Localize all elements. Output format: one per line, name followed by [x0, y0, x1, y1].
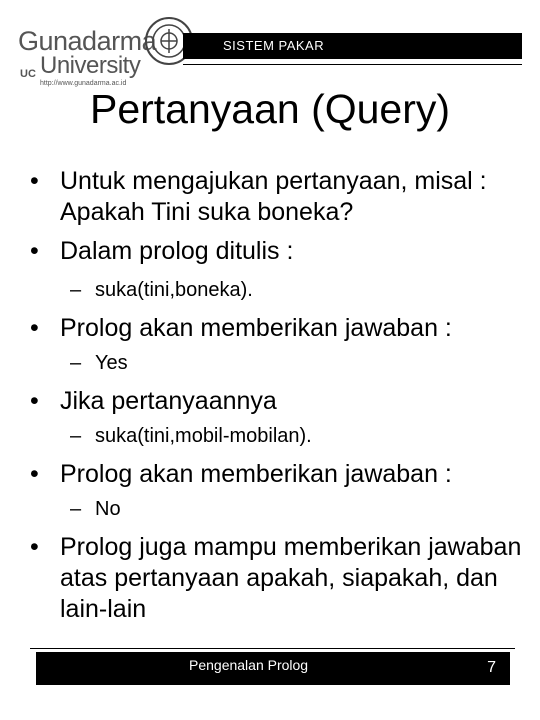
logo-wordmark-university: University [40, 52, 141, 79]
header-title: SISTEM PAKAR [223, 38, 325, 53]
logo-wordmark-gunadarma: Gunadarma [18, 26, 157, 56]
logo-uc-mark: UC [20, 68, 36, 80]
footer-title: Pengenalan Prolog [189, 657, 309, 673]
logo-url: http://www.gunadarma.ac.id [40, 80, 127, 87]
bullet-item: • Untuk mengajukan pertanyaan, misal : Apakah Tini suka boneka? [30, 166, 525, 228]
bullet-item: • Jika pertanyaannya [30, 386, 525, 417]
bullet-item: • Prolog juga mampu memberikan jawaban atas pertanyaan apakah, siapakah, dan lain-lain [30, 532, 525, 625]
bullet-item: • Prolog akan memberikan jawaban : [30, 459, 525, 490]
sub-bullet-item: – Yes [30, 350, 525, 376]
footer-bar [36, 652, 510, 685]
sub-bullet-item: – suka(tini,mobil-mobilan). [30, 423, 525, 449]
header-divider [183, 64, 522, 65]
bullet-item: • Prolog akan memberikan jawaban : [30, 313, 525, 344]
footer-divider [30, 648, 515, 649]
bullet-item: • Dalam prolog ditulis : [30, 236, 525, 267]
sub-bullet-item: – No [30, 496, 525, 522]
slide-content [30, 166, 525, 625]
header-bar [183, 33, 522, 59]
page-number: 7 [487, 659, 496, 676]
sub-bullet-item: – suka(tini,boneka). [30, 277, 525, 303]
university-logo [14, 16, 186, 87]
slide-title: Pertanyaan (Query) [89, 86, 451, 132]
